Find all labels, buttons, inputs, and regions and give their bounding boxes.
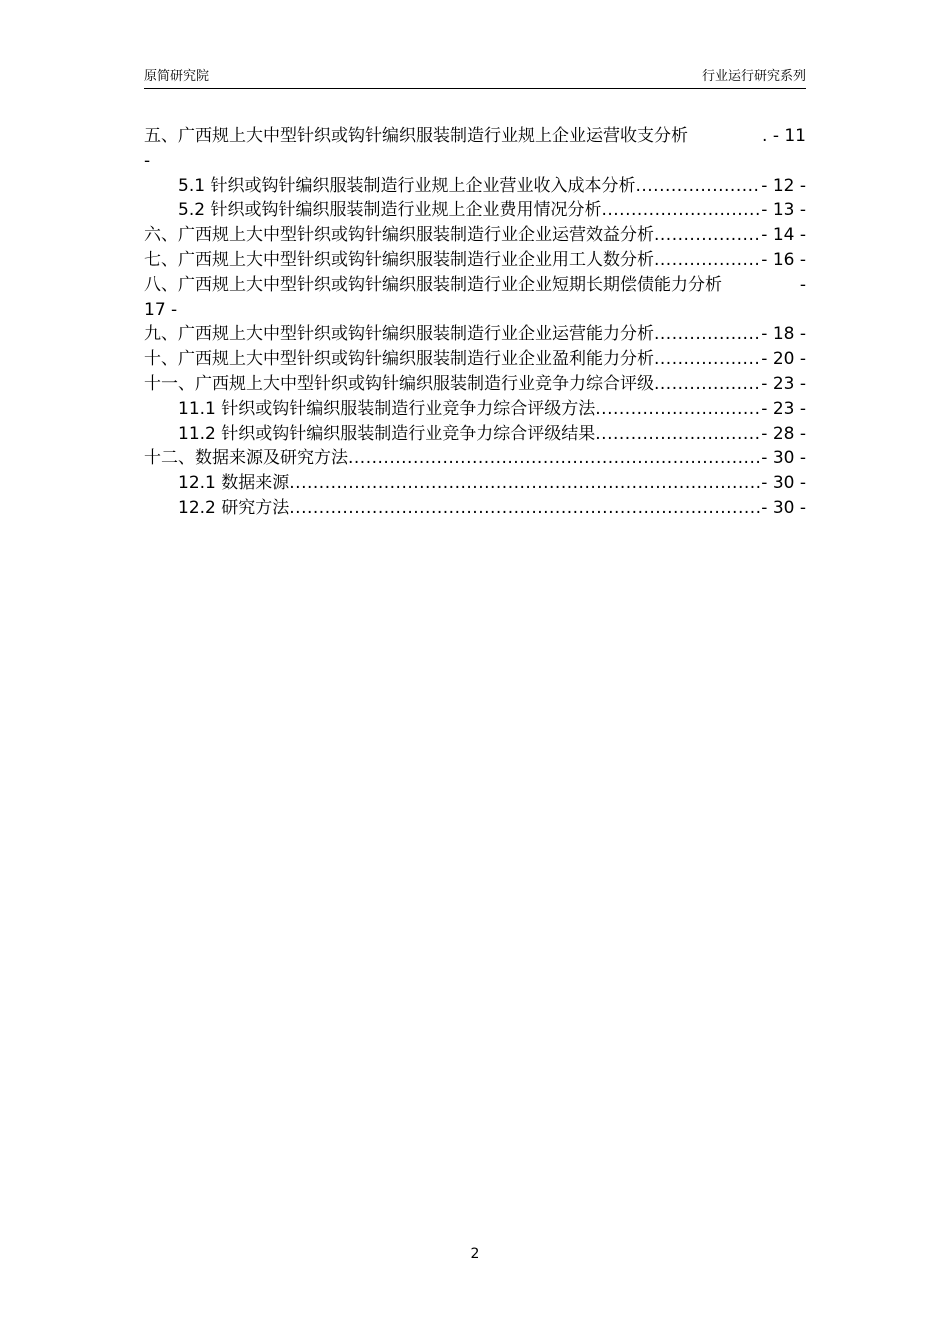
toc-entry-title: 11.1 针织或钩针编织服装制造行业竞争力综合评级方法 <box>178 398 596 419</box>
toc-entry-page: - 16 - <box>761 249 806 270</box>
toc-entry-page: - 23 - <box>761 398 806 419</box>
toc-entry-8[interactable] <box>144 273 806 323</box>
toc-entry-6[interactable] <box>144 223 806 248</box>
toc-dot-leader <box>654 248 761 273</box>
table-of-contents <box>144 124 806 521</box>
toc-entry-12-1[interactable] <box>144 471 806 496</box>
toc-entry-5-1[interactable] <box>144 174 806 199</box>
toc-dot-leader <box>601 198 761 223</box>
toc-dot-leader <box>654 347 761 372</box>
page-number: 2 <box>470 1246 480 1262</box>
toc-entry-page: . - 11 <box>762 126 806 146</box>
toc-entry-title: 11.2 针织或钩针编织服装制造行业竞争力综合评级结果 <box>178 423 596 444</box>
toc-entry-5-2[interactable] <box>144 198 806 223</box>
toc-dot-leader <box>654 372 761 397</box>
toc-entry-page: - 12 - <box>761 175 806 196</box>
toc-entry-11[interactable] <box>144 372 806 397</box>
toc-entry-page-continued: 17 - <box>144 299 178 320</box>
toc-entry-title: 八、广西规上大中型针织或钩针编织服装制造行业企业短期长期偿债能力分析 <box>144 274 722 295</box>
toc-entry-7[interactable] <box>144 248 806 273</box>
toc-entry-title: 5.1 针织或钩针编织服装制造行业规上企业营业收入成本分析 <box>178 175 636 196</box>
toc-entry-title: 十二、数据来源及研究方法 <box>144 448 348 469</box>
toc-entry-title: 5.2 针织或钩针编织服装制造行业规上企业费用情况分析 <box>178 200 602 221</box>
toc-entry-page: - 23 - <box>761 373 806 394</box>
toc-dot-leader <box>289 471 761 496</box>
toc-entry-12[interactable] <box>144 446 806 471</box>
toc-entry-page-continued: - <box>144 150 151 171</box>
toc-entry-title: 十一、广西规上大中型针织或钩针编织服装制造行业竞争力综合评级 <box>144 373 654 394</box>
toc-entry-page: - 28 - <box>761 423 806 444</box>
toc-entry-title: 12.2 研究方法 <box>178 497 290 518</box>
header-org-name: 原简研究院 <box>144 69 210 84</box>
toc-dot-leader <box>595 397 761 422</box>
toc-dot-leader <box>348 446 761 471</box>
toc-entry-page: - 20 - <box>761 349 806 370</box>
toc-entry-page: - 14 - <box>761 225 806 246</box>
toc-entry-page: - 30 - <box>761 497 806 518</box>
header-series-name: 行业运行研究系列 <box>701 69 806 84</box>
toc-dot-leader <box>635 174 761 199</box>
page-header <box>144 66 806 89</box>
toc-entry-title: 五、广西规上大中型针织或钩针编织服装制造行业规上企业运营收支分析 <box>144 126 688 146</box>
toc-entry-title: 六、广西规上大中型针织或钩针编织服装制造行业企业运营效益分析 <box>144 225 654 246</box>
toc-dot-leader <box>289 496 761 521</box>
toc-entry-page: - 30 - <box>761 448 806 469</box>
toc-entry-title: 十、广西规上大中型针织或钩针编织服装制造行业企业盈利能力分析 <box>144 349 654 370</box>
toc-dot-leader <box>654 322 761 347</box>
toc-entry-page: - 18 - <box>761 324 806 345</box>
toc-dot-leader <box>654 223 761 248</box>
toc-entry-title: 九、广西规上大中型针织或钩针编织服装制造行业企业运营能力分析 <box>144 324 654 345</box>
toc-entry-11-1[interactable] <box>144 397 806 422</box>
toc-entry-12-2[interactable] <box>144 496 806 521</box>
toc-entry-page: - 13 - <box>761 200 806 221</box>
toc-entry-page: - 30 - <box>761 473 806 494</box>
toc-dot-leader <box>595 422 761 447</box>
toc-entry-11-2[interactable] <box>144 422 806 447</box>
toc-entry-page: - <box>799 274 806 295</box>
toc-entry-9[interactable] <box>144 322 806 347</box>
toc-entry-5[interactable] <box>144 124 806 174</box>
toc-entry-title: 七、广西规上大中型针织或钩针编织服装制造行业企业用工人数分析 <box>144 249 654 270</box>
toc-entry-10[interactable] <box>144 347 806 372</box>
toc-entry-title: 12.1 数据来源 <box>178 473 290 494</box>
